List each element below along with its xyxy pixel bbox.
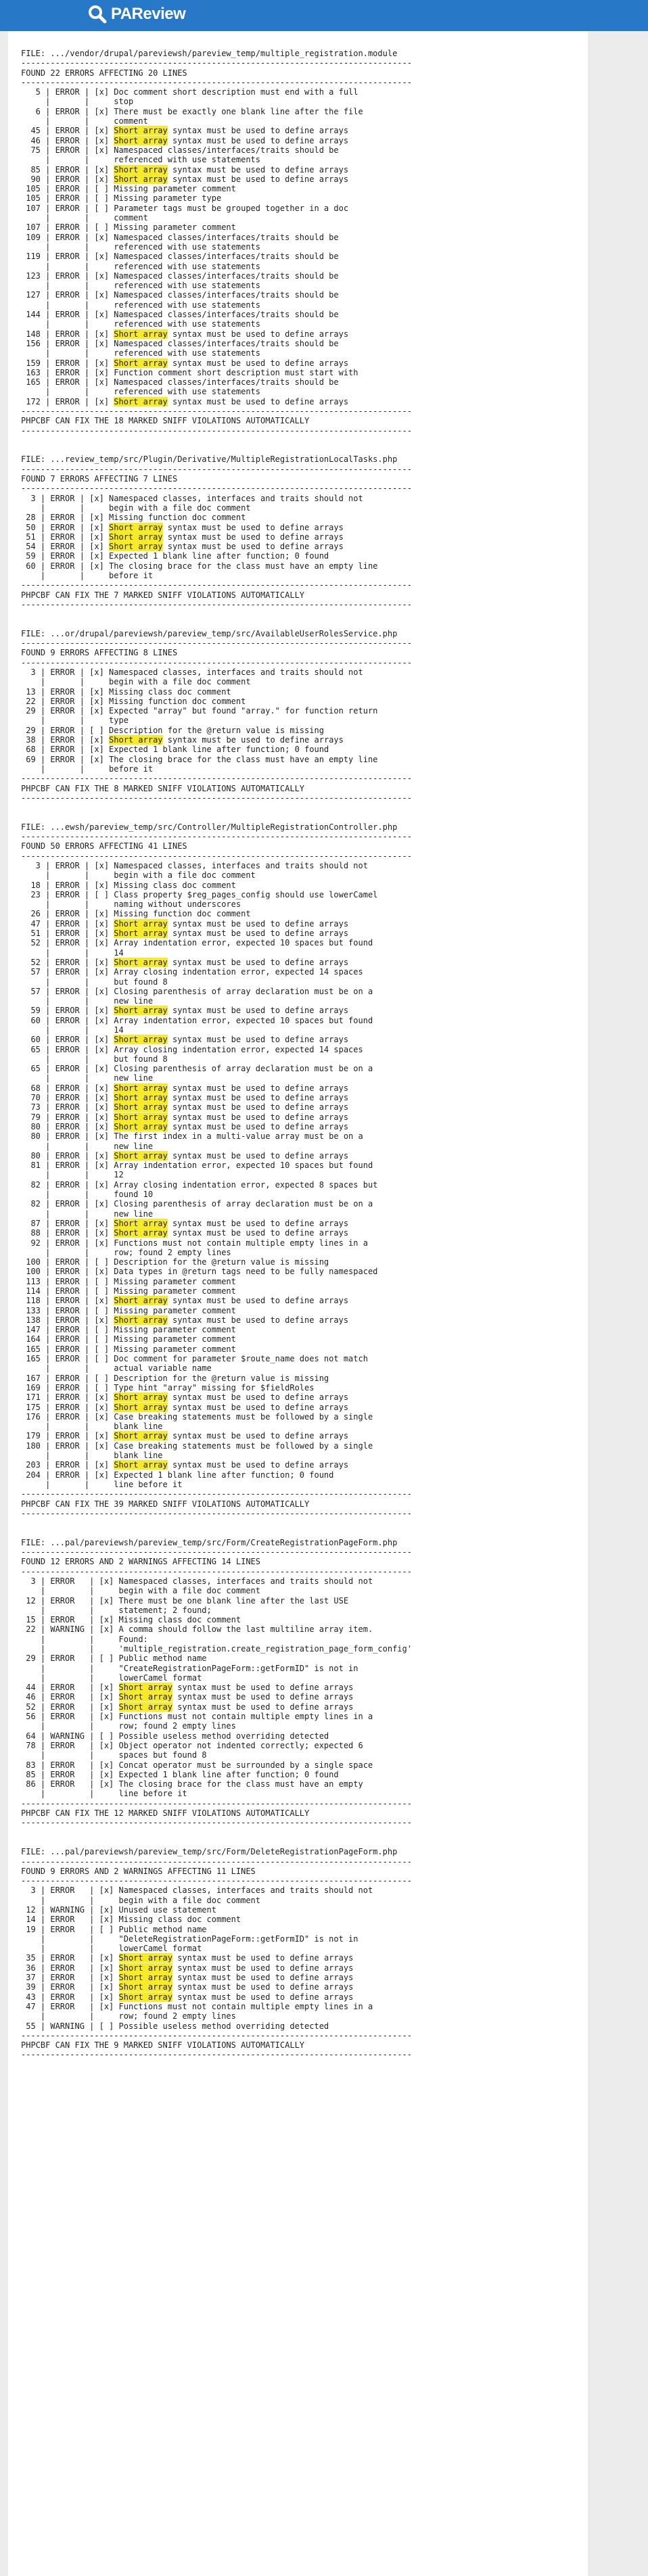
report-line: 107 | ERROR | [ ] Missing parameter comment bbox=[21, 223, 236, 233]
report-line: PHPCBF CAN FIX THE 7 MARKED SNIFF VIOLATIONS AUTOMATICALLY bbox=[21, 590, 305, 600]
report-line bbox=[21, 619, 412, 629]
report-line: | | spaces but found 8 bbox=[21, 1750, 207, 1760]
report-line: 123 | ERROR | [x] Namespaced classes/interfaces/traits should be bbox=[21, 271, 339, 281]
report-line: -------------------------------------------------------------------------------- bbox=[21, 406, 412, 416]
report-line: | | lowerCamel format bbox=[21, 1944, 202, 1954]
report-line: 55 | WARNING | [ ] Possible useless method overriding detected bbox=[21, 2021, 329, 2031]
report-line: 52 | ERROR | [x] Short array syntax must be used to define arrays bbox=[21, 1702, 354, 1712]
report-line: 175 | ERROR | [x] Short array syntax must be used to define arrays bbox=[21, 1402, 349, 1412]
report-line: 64 | WARNING | [ ] Possible useless method overriding detected bbox=[21, 1731, 329, 1741]
report-line: 46 | ERROR | [x] Short array syntax must be used to define arrays bbox=[21, 135, 349, 145]
report-line: | | found 10 bbox=[21, 1190, 154, 1200]
report-line: 29 | ERROR | [ ] Description for the @return value is missing bbox=[21, 725, 324, 735]
report-line: 113 | ERROR | [ ] Missing parameter comment bbox=[21, 1276, 236, 1286]
report-line: | | referenced with use statements bbox=[21, 387, 261, 397]
report-line: -------------------------------------------------------------------------------- bbox=[21, 1798, 412, 1808]
report-line: 80 | ERROR | [x] Short array syntax must be used to define arrays bbox=[21, 1150, 349, 1161]
report-line: 109 | ERROR | [x] Namespaced classes/interfaces/traits should be bbox=[21, 232, 339, 242]
report-line: -------------------------------------------------------------------------------- bbox=[21, 58, 412, 68]
highlight-term: Short array bbox=[118, 1702, 172, 1712]
report-line: 156 | ERROR | [x] Namespaced classes/interfaces/traits should be bbox=[21, 338, 339, 348]
report-line: 29 | ERROR | [x] Expected "array" but found "array." for function return bbox=[21, 706, 378, 716]
report-line: | | referenced with use statements bbox=[21, 319, 261, 329]
report-line: -------------------------------------------------------------------------------- bbox=[21, 1818, 412, 1828]
report-line: -------------------------------------------------------------------------------- bbox=[21, 2030, 412, 2040]
report-line: 78 | ERROR | [x] Object operator not indented correctly; expected 6 bbox=[21, 1740, 363, 1750]
report-line: | | statement; 2 found; bbox=[21, 1605, 212, 1615]
report-line: 65 | ERROR | [x] Closing parenthesis of array declaration must be on a bbox=[21, 1064, 373, 1074]
report-line: -------------------------------------------------------------------------------- bbox=[21, 2050, 412, 2060]
report-line: | | new line bbox=[21, 1073, 154, 1083]
report-line: PHPCBF CAN FIX THE 9 MARKED SNIFF VIOLATIONS AUTOMATICALLY bbox=[21, 2040, 305, 2051]
report-line: 12 | WARNING | [x] Unused use statement bbox=[21, 1905, 216, 1915]
highlight-term: Short array bbox=[109, 542, 163, 552]
report-line: | | referenced with use statements bbox=[21, 241, 261, 252]
highlight-term: Short array bbox=[114, 929, 168, 939]
report-line: | | new line bbox=[21, 1209, 154, 1219]
report-line: 73 | ERROR | [x] Short array syntax must be used to define arrays bbox=[21, 1102, 349, 1113]
report-line: 65 | ERROR | [x] Array closing indentation error, expected 14 spaces bbox=[21, 1044, 363, 1054]
report-line: 3 | ERROR | [x] Namespaced classes, interfaces and traits should not bbox=[21, 860, 368, 870]
report-line: | | but found 8 bbox=[21, 1054, 168, 1064]
report-line: 19 | ERROR | [ ] Public method name bbox=[21, 1924, 207, 1934]
report-line: | | begin with a file doc comment bbox=[21, 870, 256, 881]
report-line: | | begin with a file doc comment bbox=[21, 677, 251, 687]
report-line: 83 | ERROR | [x] Concat operator must be surrounded by a single space bbox=[21, 1760, 373, 1770]
report-line: 3 | ERROR | [x] Namespaced classes, interfaces and traits should not bbox=[21, 493, 363, 503]
report-line: 85 | ERROR | [x] Short array syntax must be used to define arrays bbox=[21, 164, 349, 174]
report-line: 44 | ERROR | [x] Short array syntax must be used to define arrays bbox=[21, 1683, 354, 1693]
report-line: 114 | ERROR | [ ] Missing parameter comment bbox=[21, 1286, 236, 1296]
report-line: 50 | ERROR | [x] Short array syntax must be used to define arrays bbox=[21, 522, 344, 532]
report-line: 180 | ERROR | [x] Case breaking statements must be followed by a single bbox=[21, 1441, 373, 1451]
report-line: 46 | ERROR | [x] Short array syntax must be used to define arrays bbox=[21, 1692, 354, 1702]
highlight-term: Short array bbox=[114, 1228, 168, 1238]
highlight-term: Short array bbox=[114, 918, 168, 929]
report-line: 179 | ERROR | [x] Short array syntax must be used to define arrays bbox=[21, 1431, 349, 1441]
report-line: -------------------------------------------------------------------------------- bbox=[21, 638, 412, 649]
report-line: 171 | ERROR | [x] Short array syntax must be used to define arrays bbox=[21, 1392, 349, 1403]
report-line: 57 | ERROR | [x] Closing parenthesis of array declaration must be on a bbox=[21, 986, 373, 996]
highlight-term: Short array bbox=[114, 126, 168, 136]
highlight-term: Short array bbox=[114, 1150, 168, 1161]
report-line: -------------------------------------------------------------------------------- bbox=[21, 599, 412, 609]
report-line: 165 | ERROR | [ ] Doc comment for parameter $route_name does not match bbox=[21, 1354, 368, 1364]
report-line: | | 14 bbox=[21, 947, 124, 958]
report-line: | | before it bbox=[21, 571, 154, 581]
review-report bbox=[21, 49, 412, 2060]
highlight-term: Short array bbox=[114, 1392, 168, 1403]
report-line: 15 | ERROR | [x] Missing class doc comment bbox=[21, 1615, 241, 1625]
report-line: FILE: ...ewsh/pareview_temp/src/Controller/MultipleRegistrationController.php bbox=[21, 822, 398, 832]
report-line: | | new line bbox=[21, 1141, 154, 1151]
report-line: -------------------------------------------------------------------------------- bbox=[21, 1566, 412, 1576]
report-line: -------------------------------------------------------------------------------- bbox=[21, 580, 412, 590]
report-line: 86 | ERROR | [x] The closing brace for the class must have an empty bbox=[21, 1779, 363, 1789]
report-line: 80 | ERROR | [x] Short array syntax must be used to define arrays bbox=[21, 1121, 349, 1131]
report-line: PHPCBF CAN FIX THE 8 MARKED SNIFF VIOLATIONS AUTOMATICALLY bbox=[21, 783, 305, 793]
report-line: | | comment bbox=[21, 116, 148, 126]
report-line: | | begin with a file doc comment bbox=[21, 1586, 261, 1596]
report-line: 35 | ERROR | [x] Short array syntax must be used to define arrays bbox=[21, 1953, 354, 1963]
report-line: 6 | ERROR | [x] There must be exactly one blank line after the file bbox=[21, 106, 363, 116]
highlight-term: Short array bbox=[114, 1431, 168, 1441]
report-line: | | row; found 2 empty lines bbox=[21, 2011, 236, 2021]
right-margin bbox=[588, 31, 648, 2576]
highlight-term: Short array bbox=[114, 1402, 168, 1412]
report-line: | | begin with a file doc comment bbox=[21, 1895, 261, 1905]
report-line: 80 | ERROR | [x] The first index in a multi-value array must be on a bbox=[21, 1131, 363, 1142]
logo-text: PAReview bbox=[111, 5, 186, 23]
report-line: 52 | ERROR | [x] Short array syntax must be used to define arrays bbox=[21, 957, 349, 967]
report-line: PHPCBF CAN FIX THE 18 MARKED SNIFF VIOLATIONS AUTOMATICALLY bbox=[21, 416, 310, 426]
highlight-term: Short array bbox=[114, 1093, 168, 1103]
report-line: | | lowerCamel format bbox=[21, 1672, 202, 1683]
report-line: 45 | ERROR | [x] Short array syntax must be used to define arrays bbox=[21, 126, 349, 136]
report-line: 23 | ERROR | [ ] Class property $reg_pages_config should use lowerCamel bbox=[21, 889, 378, 899]
report-line: 3 | ERROR | [x] Namespaced classes, interfaces and traits should not bbox=[21, 668, 363, 677]
report-line: 105 | ERROR | [ ] Missing parameter type bbox=[21, 193, 222, 204]
report-line: | | stop bbox=[21, 97, 134, 107]
report-line: 22 | WARNING | [x] A comma should follow the last multiline array item. bbox=[21, 1624, 373, 1635]
report-line: 169 | ERROR | [ ] Type hint "array" missing for $fieldRoles bbox=[21, 1382, 315, 1392]
report-line: 59 | ERROR | [x] Short array syntax must be used to define arrays bbox=[21, 1006, 349, 1016]
logo[interactable] bbox=[88, 5, 185, 24]
report-line: 54 | ERROR | [x] Short array syntax must be used to define arrays bbox=[21, 542, 344, 552]
report-line: 92 | ERROR | [x] Functions must not contain multiple empty lines in a bbox=[21, 1238, 368, 1248]
report-line: 82 | ERROR | [x] Array closing indentation error, expected 8 spaces but bbox=[21, 1179, 378, 1190]
report-line: 163 | ERROR | [x] Function comment short description must start with bbox=[21, 367, 358, 377]
report-line: | | 'multiple_registration.create_registration_page_form_config' bbox=[21, 1643, 412, 1654]
report-line: | | row; found 2 empty lines bbox=[21, 1721, 236, 1731]
report-line: -------------------------------------------------------------------------------- bbox=[21, 1508, 412, 1518]
highlight-term: Short array bbox=[114, 957, 168, 967]
report-line: FILE: ...pal/pareviewsh/pareview_temp/src/Form/CreateRegistrationPageForm.php bbox=[21, 1537, 398, 1547]
report-line bbox=[21, 812, 412, 822]
report-line: | | referenced with use statements bbox=[21, 261, 261, 271]
report-line: 26 | ERROR | [x] Missing function doc comment bbox=[21, 909, 251, 919]
report-line: 70 | ERROR | [x] Short array syntax must be used to define arrays bbox=[21, 1093, 349, 1103]
highlight-term: Short array bbox=[118, 1953, 172, 1963]
report-line: 38 | ERROR | [x] Short array syntax must be used to define arrays bbox=[21, 735, 344, 745]
report-line bbox=[21, 803, 412, 812]
report-line: -------------------------------------------------------------------------------- bbox=[21, 774, 412, 784]
report-line: -------------------------------------------------------------------------------- bbox=[21, 657, 412, 668]
report-line: -------------------------------------------------------------------------------- bbox=[21, 1547, 412, 1558]
report-line: 147 | ERROR | [ ] Missing parameter comment bbox=[21, 1325, 236, 1335]
highlight-term: Short array bbox=[114, 1083, 168, 1093]
highlight-term: Short array bbox=[114, 1315, 168, 1325]
report-line: -------------------------------------------------------------------------------- bbox=[21, 832, 412, 842]
report-line: | | referenced with use statements bbox=[21, 300, 261, 310]
report-line: 56 | ERROR | [x] Functions must not contain multiple empty lines in a bbox=[21, 1712, 373, 1722]
report-line: 69 | ERROR | [x] The closing brace for the class must have an empty line bbox=[21, 754, 378, 764]
report-line: 87 | ERROR | [x] Short array syntax must be used to define arrays bbox=[21, 1218, 349, 1228]
report-line: 90 | ERROR | [x] Short array syntax must be used to define arrays bbox=[21, 174, 349, 184]
report-line: 105 | ERROR | [ ] Missing parameter comment bbox=[21, 184, 236, 194]
report-line: 165 | ERROR | [ ] Missing parameter comment bbox=[21, 1344, 236, 1354]
report-line: 12 | ERROR | [x] There must be one blank line after the last USE bbox=[21, 1595, 349, 1606]
highlight-term: Short array bbox=[114, 358, 168, 368]
highlight-term: Short array bbox=[118, 1973, 172, 1983]
report-line: 14 | ERROR | [x] Missing class doc comment bbox=[21, 1915, 241, 1925]
report-line: 5 | ERROR | [x] Doc comment short description must end with a full bbox=[21, 87, 358, 97]
report-line: 100 | ERROR | [ ] Description for the @return value is missing bbox=[21, 1257, 329, 1267]
report-line: | | referenced with use statements bbox=[21, 348, 261, 358]
report-line: 57 | ERROR | [x] Array closing indentation error, expected 14 spaces bbox=[21, 967, 363, 977]
report-line: FOUND 50 ERRORS AFFECTING 41 LINES bbox=[21, 841, 187, 851]
report-line: FOUND 9 ERRORS AND 2 WARNINGS AFFECTING 11 LINES bbox=[21, 1866, 256, 1876]
report-line bbox=[21, 436, 412, 445]
report-line: -------------------------------------------------------------------------------- bbox=[21, 851, 412, 861]
report-line bbox=[21, 1837, 412, 1847]
report-line: -------------------------------------------------------------------------------- bbox=[21, 425, 412, 436]
report-line: 203 | ERROR | [x] Short array syntax must be used to define arrays bbox=[21, 1460, 349, 1470]
highlight-term: Short array bbox=[114, 329, 168, 339]
report-line: -------------------------------------------------------------------------------- bbox=[21, 1856, 412, 1867]
report-line: 43 | ERROR | [x] Short array syntax must be used to define arrays bbox=[21, 1992, 354, 2002]
report-line: 51 | ERROR | [x] Short array syntax must be used to define arrays bbox=[21, 929, 349, 939]
report-line: 68 | ERROR | [x] Short array syntax must be used to define arrays bbox=[21, 1083, 349, 1093]
report-line: -------------------------------------------------------------------------------- bbox=[21, 77, 412, 87]
report-line: FILE: ...pal/pareviewsh/pareview_temp/src/Form/DeleteRegistrationPageForm.php bbox=[21, 1847, 398, 1857]
report-line: 68 | ERROR | [x] Expected 1 blank line after function; 0 found bbox=[21, 745, 329, 755]
report-line: 81 | ERROR | [x] Array indentation error, expected 10 spaces but found bbox=[21, 1161, 373, 1171]
report-line: | | referenced with use statements bbox=[21, 155, 261, 165]
report-line: 164 | ERROR | [ ] Missing parameter comment bbox=[21, 1334, 236, 1344]
report-line: 22 | ERROR | [x] Missing function doc comment bbox=[21, 696, 246, 706]
highlight-term: Short array bbox=[114, 1102, 168, 1113]
report-line: | | before it bbox=[21, 764, 154, 774]
highlight-term: Short array bbox=[114, 396, 168, 406]
report-line: FILE: ...or/drupal/pareviewsh/pareview_temp/src/AvailableUserRolesService.php bbox=[21, 628, 398, 638]
report-line: | | line before it bbox=[21, 1479, 183, 1489]
report-line: 18 | ERROR | [x] Missing class doc comment bbox=[21, 880, 236, 890]
highlight-term: Short array bbox=[118, 1992, 172, 2002]
report-line: 204 | ERROR | [x] Expected 1 blank line after function; 0 found bbox=[21, 1470, 334, 1480]
highlight-term: Short array bbox=[114, 1112, 168, 1122]
report-line: 51 | ERROR | [x] Short array syntax must be used to define arrays bbox=[21, 532, 344, 542]
report-line: | | begin with a file doc comment bbox=[21, 502, 251, 513]
report-line: 144 | ERROR | [x] Namespaced classes/interfaces/traits should be bbox=[21, 310, 339, 320]
highlight-term: Short array bbox=[118, 1683, 172, 1693]
report-line: 60 | ERROR | [x] The closing brace for the class must have an empty line bbox=[21, 561, 378, 571]
report-line: | | type bbox=[21, 716, 129, 726]
report-line: -------------------------------------------------------------------------------- bbox=[21, 1489, 412, 1499]
report-line: 29 | ERROR | [ ] Public method name bbox=[21, 1654, 207, 1664]
report-line: FOUND 12 ERRORS AND 2 WARNINGS AFFECTING 14 LINES bbox=[21, 1557, 261, 1567]
report-line: 60 | ERROR | [x] Short array syntax must be used to define arrays bbox=[21, 1035, 349, 1045]
report-line: 37 | ERROR | [x] Short array syntax must be used to define arrays bbox=[21, 1973, 354, 1983]
report-line: | | 14 bbox=[21, 1025, 124, 1035]
highlight-term: Short array bbox=[114, 164, 168, 174]
report-line: 127 | ERROR | [x] Namespaced classes/interfaces/traits should be bbox=[21, 290, 339, 300]
report-line: 3 | ERROR | [x] Namespaced classes, interfaces and traits should not bbox=[21, 1886, 373, 1896]
report-line: | | line before it bbox=[21, 1789, 187, 1799]
search-icon bbox=[88, 5, 107, 24]
report-line: 3 | ERROR | [x] Namespaced classes, interfaces and traits should not bbox=[21, 1576, 373, 1586]
report-line: 82 | ERROR | [x] Closing parenthesis of array declaration must be on a bbox=[21, 1199, 373, 1209]
report-line: 60 | ERROR | [x] Array indentation error, expected 10 spaces but found bbox=[21, 1015, 373, 1025]
highlight-term: Short array bbox=[114, 174, 168, 184]
highlight-term: Short array bbox=[118, 1692, 172, 1702]
report-line: FOUND 22 ERRORS AFFECTING 20 LINES bbox=[21, 68, 187, 78]
report-line: 79 | ERROR | [x] Short array syntax must be used to define arrays bbox=[21, 1112, 349, 1122]
report-line: | | 12 bbox=[21, 1170, 124, 1180]
report-line: 167 | ERROR | [ ] Description for the @return value is missing bbox=[21, 1373, 329, 1383]
report-line bbox=[21, 445, 412, 454]
report-line: PHPCBF CAN FIX THE 12 MARKED SNIFF VIOLATIONS AUTOMATICALLY bbox=[21, 1808, 310, 1819]
report-line: 47 | ERROR | [x] Short array syntax must be used to define arrays bbox=[21, 918, 349, 929]
report-line: 138 | ERROR | [x] Short array syntax must be used to define arrays bbox=[21, 1315, 349, 1325]
highlight-term: Short array bbox=[114, 1121, 168, 1131]
report-line: 39 | ERROR | [x] Short array syntax must be used to define arrays bbox=[21, 1982, 354, 1992]
report-line: FILE: ...review_temp/src/Plugin/Derivative/MultipleRegistrationLocalTasks.php bbox=[21, 454, 398, 465]
report-line: | | "DeleteRegistrationPageForm::getFormID" is not in bbox=[21, 1934, 358, 1944]
report-line: 52 | ERROR | [x] Array indentation error, expected 10 spaces but found bbox=[21, 938, 373, 948]
report-line: 59 | ERROR | [x] Expected 1 blank line after function; 0 found bbox=[21, 551, 329, 561]
report-line: PHPCBF CAN FIX THE 39 MARKED SNIFF VIOLATIONS AUTOMATICALLY bbox=[21, 1499, 310, 1509]
report-line bbox=[21, 1518, 412, 1528]
highlight-term: Short array bbox=[118, 1982, 172, 1992]
report-line: 172 | ERROR | [x] Short array syntax must be used to define arrays bbox=[21, 396, 349, 406]
highlight-term: Short array bbox=[118, 1963, 172, 1973]
report-line: | | blank line bbox=[21, 1451, 163, 1461]
highlight-term: Short array bbox=[109, 532, 163, 542]
report-line: | | comment bbox=[21, 213, 148, 223]
report-line: 159 | ERROR | [x] Short array syntax must be used to define arrays bbox=[21, 358, 349, 368]
report-line: 75 | ERROR | [x] Namespaced classes/interfaces/traits should be bbox=[21, 145, 339, 155]
report-line: FILE: .../vendor/drupal/pareviewsh/pareview_temp/multiple_registration.module bbox=[21, 49, 398, 58]
report-line: | | row; found 2 empty lines bbox=[21, 1247, 231, 1257]
header-bar bbox=[0, 0, 648, 31]
report-line: 107 | ERROR | [ ] Parameter tags must be grouped together in a doc bbox=[21, 203, 349, 213]
report-line: | | but found 8 bbox=[21, 977, 168, 987]
report-line bbox=[21, 1828, 412, 1837]
report-line: 13 | ERROR | [x] Missing class doc comment bbox=[21, 686, 231, 697]
highlight-term: Short array bbox=[114, 1296, 168, 1306]
report-line: 148 | ERROR | [x] Short array syntax must be used to define arrays bbox=[21, 329, 349, 339]
report-line: FOUND 9 ERRORS AFFECTING 8 LINES bbox=[21, 648, 178, 658]
report-line: | | new line bbox=[21, 996, 154, 1006]
report-line: | | blank line bbox=[21, 1422, 163, 1432]
highlight-term: Short array bbox=[109, 735, 163, 745]
highlight-term: Short array bbox=[114, 1218, 168, 1228]
report-line: 28 | ERROR | [x] Missing function doc comment bbox=[21, 513, 246, 523]
report-line bbox=[21, 609, 412, 619]
report-line: 133 | ERROR | [ ] Missing parameter comment bbox=[21, 1305, 236, 1315]
report-line: | | referenced with use statements bbox=[21, 281, 261, 291]
report-line: FOUND 7 ERRORS AFFECTING 7 LINES bbox=[21, 474, 178, 484]
report-line: 165 | ERROR | [x] Namespaced classes/interfaces/traits should be bbox=[21, 377, 339, 388]
report-line: -------------------------------------------------------------------------------- bbox=[21, 793, 412, 803]
report-line: 119 | ERROR | [x] Namespaced classes/interfaces/traits should be bbox=[21, 252, 339, 262]
report-line: 118 | ERROR | [x] Short array syntax must be used to define arrays bbox=[21, 1296, 349, 1306]
highlight-term: Short array bbox=[114, 1460, 168, 1470]
report-line: | | actual variable name bbox=[21, 1363, 212, 1374]
report-line: 176 | ERROR | [x] Case breaking statements must be followed by a single bbox=[21, 1411, 373, 1422]
report-line: -------------------------------------------------------------------------------- bbox=[21, 1876, 412, 1886]
report-line: 100 | ERROR | [x] Data types in @return tags need to be fully namespaced bbox=[21, 1267, 378, 1277]
report-line: | | "CreateRegistrationPageForm::getFormID" is not in bbox=[21, 1663, 358, 1673]
report-line: 85 | ERROR | [x] Expected 1 blank line after function; 0 found bbox=[21, 1769, 339, 1779]
report-line bbox=[21, 1528, 412, 1537]
report-line: | | naming without underscores bbox=[21, 899, 241, 910]
highlight-term: Short array bbox=[114, 135, 168, 145]
review-output-panel bbox=[8, 31, 588, 2576]
highlight-term: Short array bbox=[109, 522, 163, 532]
report-line: 36 | ERROR | [x] Short array syntax must be used to define arrays bbox=[21, 1963, 354, 1973]
report-line: -------------------------------------------------------------------------------- bbox=[21, 484, 412, 494]
highlight-term: Short array bbox=[114, 1006, 168, 1016]
report-line: 47 | ERROR | [x] Functions must not contain multiple empty lines in a bbox=[21, 2001, 373, 2011]
report-line: | | Found: bbox=[21, 1634, 148, 1644]
report-line: -------------------------------------------------------------------------------- bbox=[21, 464, 412, 474]
report-line: 88 | ERROR | [x] Short array syntax must be used to define arrays bbox=[21, 1228, 349, 1238]
highlight-term: Short array bbox=[114, 1035, 168, 1045]
